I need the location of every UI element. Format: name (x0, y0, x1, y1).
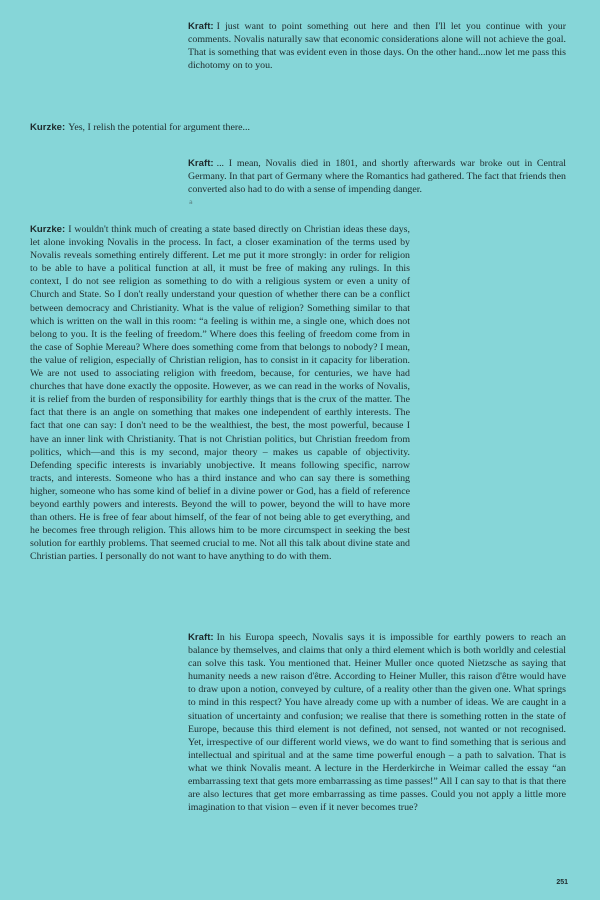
dialogue-block-4 (30, 223, 410, 563)
speaker-label: Kraft: (188, 632, 214, 643)
dialogue-block-5 (188, 631, 566, 814)
dialogue-block-1 (188, 20, 566, 72)
paragraph-text: I just want to point something out here and then I'll let you continue with your comments. Novalis naturally saw that economic considerations alone will not achieve the goal. That is something that was evident even in those days. On the other hand...now let me pass this dichotomy on to you. (188, 21, 566, 72)
paragraph (188, 157, 566, 196)
speaker-label: Kurzke: (30, 122, 66, 133)
dialogue-block-3 (188, 157, 566, 196)
paragraph-text: I wouldn't think much of creating a state based directly on Christian ideas these days, let alone invoking Novalis in the process. In fact, a closer examination of the terms used by Novalis reveals something entirely different. Let me put it more strongly: in order for religion to be able to have a political function at all, it must be free of making any rulings. In this context, I do not see religion as something to do with a religious system or even a unity of Church and State. So I don't really understand your question of whether there can be a conflict between democracy and Christianity. What is the value of religion? Something similar to that which is written on the wall in this room: “a feeling is within me, a single one, which does not belong to you. It is the feeling of freedom.” Where does this feeling of freedom come from in the case of Sophie Mereau? Where does something come from that belongs to nobody? I mean, the value of religion, especially of Christian religion, has to consist in it capacity for liberation. We are not used to associating religion with freedom, because, for centuries, we have had churches that have done exactly the opposite. However, as we can read in the works of Novalis, it is relief from the burden of responsibility for earthly things that is the crux of the matter. The fact that there is an angle on something that makes one independent of earthly interests. The fact that one can say: I don't need to be the wealthiest, the best, the most powerful, because I have an inner link with Christianity. That is not Christian politics, but Christian freedom from politics, which—and this is my second, major theory – makes us capable of objectivity. Defending specific interests is invariably unobjective. It means following specific, narrow tracts, and interests. Someone who has a third instance and who can say there is something higher, someone who has some kind of belief in a divine power or God, has a field of reference beyond earthly powers and interests. Beyond the will to power, beyond the will to have more than others. He is free of fear about himself, of the fear of not being able to get everything, and he becomes free through religion. This allows him to be more circumspect in seeking the best solution for earthly problems. That seemed crucial to me. Not all this talk about divine state and Christian parties. I personally do not want to have anything to do with them. (30, 224, 410, 563)
paragraph-text: ... I mean, Novalis died in 1801, and shortly afterwards war broke out in Central Germany. In that part of Germany where the Romantics had gathered. The fact that friends then converted also had to do with a sense of impending danger. (188, 158, 566, 196)
speaker-label: Kraft: (188, 21, 214, 32)
paragraph (30, 223, 410, 563)
paragraph (30, 121, 360, 134)
speaker-label: Kraft: (188, 158, 214, 169)
dialogue-block-2 (30, 121, 360, 134)
page-number: 251 (556, 879, 568, 886)
paragraph (188, 631, 566, 814)
paragraph (188, 20, 566, 72)
paragraph-text: In his Europa speech, Novalis says it is impossible for earthly powers to reach an balance by themselves, and claims that only a third element which is both worldly and celestial can solve this task. You mentioned that. Heiner Muller once quoted Nietzsche as saying that humanity needs a new raison d'être. According to Heiner Muller, this raison d'être would have to draw upon a notion, conveyed by culture, of a reality other than the given one. What springs to mind in this respect? You have already come up with a number of ideas. We are caught in a situation of uncertainty and confusion; we realise that there is something rotten in the state of Europe, because this third element is not defined, not sensed, not wanted or not recognised. Yet, irrespective of our different world views, we do want to find something that is serious and intellectual and spiritual and at the same time powerful enough – a path to salvation. That is what we think Novalis meant. A lecture in the Herderkirche in Weimar called the essay “an embarrassing text that gets more embarrassing as time passes!” All I can say to that is that there are also lectures that get more embarrassing as time passes. Could you not apply a little more imagination to that vision – even if it never becomes true? (188, 632, 566, 814)
speaker-label: Kurzke: (30, 224, 66, 235)
margin-mark: a (189, 199, 193, 206)
paragraph-text: Yes, I relish the potential for argument there... (68, 122, 250, 133)
